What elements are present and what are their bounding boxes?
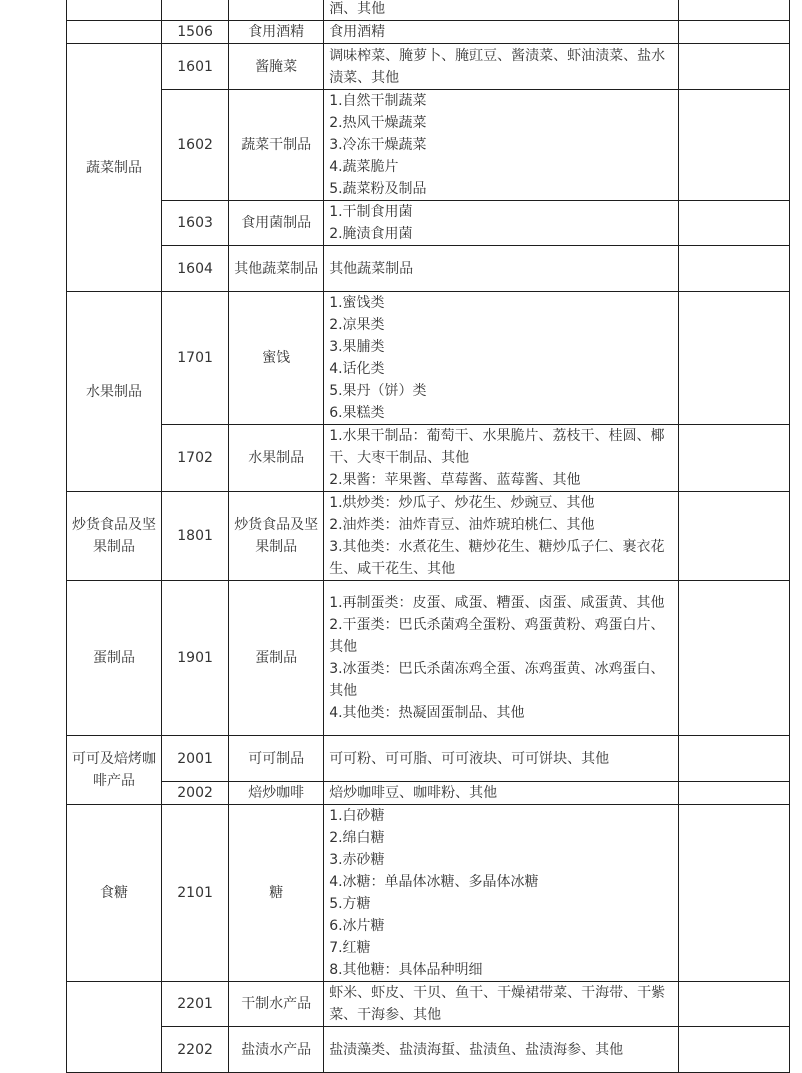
table-row [67,201,790,246]
remark-cell [678,1027,789,1073]
detail-line: 6.冰片糖 [329,918,385,934]
code-cell: 2201 [162,982,229,1027]
category-cell: 炒货食品及坚果制品 [67,492,162,581]
code-cell [162,0,229,21]
code-cell: 1603 [162,201,229,246]
table-row [67,44,790,90]
detail-cell [324,21,679,44]
detail-cell [324,1027,679,1073]
table-row [67,292,790,425]
detail-line: 2.凉果类 [329,317,385,333]
name-cell: 炒货食品及坚果制品 [229,492,324,581]
detail-line: 4.话化类 [329,361,385,377]
remark-cell [678,246,789,292]
remark-cell [678,0,789,21]
category-cell: 蛋制品 [67,581,162,736]
detail-line: 3.冰蛋类：巴氏杀菌冻鸡全蛋、冻鸡蛋黄、冰鸡蛋白、其他 [329,661,665,699]
detail-line: 4.其他类：热凝固蛋制品、其他 [329,705,525,721]
name-cell: 蛋制品 [229,581,324,736]
code-cell: 1702 [162,425,229,492]
name-cell: 可可制品 [229,736,324,782]
name-cell: 食用菌制品 [229,201,324,246]
code-cell: 2101 [162,805,229,982]
detail-line: 8.其他糖：具体品种明细 [329,962,483,978]
category-cell: 食糖 [67,805,162,982]
detail-line: 可可粉、可可脂、可可液块、可可饼块、其他 [329,750,610,767]
detail-line: 2.腌渍食用菌 [329,226,413,242]
detail-cell [324,201,679,246]
detail-cell [324,44,679,90]
code-cell: 1701 [162,292,229,425]
name-cell: 蜜饯 [229,292,324,425]
name-cell: 焙炒咖啡 [229,782,324,805]
detail-cell [324,90,679,201]
detail-line: 5.蔬菜粉及制品 [329,181,427,197]
remark-cell [678,292,789,425]
detail-line: 7.红糖 [329,940,371,956]
code-cell: 1901 [162,581,229,736]
table-row [67,425,790,492]
detail-line: 3.赤砂糖 [329,852,385,868]
table-row [67,805,790,982]
detail-line: 6.果糕类 [329,405,385,421]
detail-line: 5.方糖 [329,896,371,912]
code-cell: 1604 [162,246,229,292]
code-cell: 1601 [162,44,229,90]
detail-cell [324,581,679,736]
table-row [67,736,790,782]
detail-line: 1.白砂糖 [329,808,385,824]
detail-cell [324,0,679,21]
detail-line: 调味榨菜、腌萝卜、腌豇豆、酱渍菜、虾油渍菜、盐水渍菜、其他 [329,47,666,86]
detail-line: 盐渍藻类、盐渍海蜇、盐渍鱼、盐渍海参、其他 [329,1041,624,1058]
category-cell: 蔬菜制品 [67,44,162,292]
remark-cell [678,425,789,492]
detail-line: 3.冷冻干燥蔬菜 [329,137,427,153]
table-row [67,1027,790,1073]
detail-cell [324,805,679,982]
detail-cell [324,246,679,292]
detail-line: 2.油炸类：油炸青豆、油炸琥珀桃仁、其他 [329,517,595,533]
remark-cell [678,44,789,90]
name-cell: 其他蔬菜制品 [229,246,324,292]
detail-line: 1.干制食用菌 [329,204,413,220]
table-row [67,90,790,201]
remark-cell [678,21,789,44]
detail-line: 4.冰糖：单晶体冰糖、多晶体冰糖 [329,874,539,890]
name-cell: 水果制品 [229,425,324,492]
detail-line: 焙炒咖啡豆、咖啡粉、其他 [329,785,498,801]
detail-cell [324,782,679,805]
code-cell: 1602 [162,90,229,201]
detail-cell [324,736,679,782]
table-row [67,492,790,581]
detail-line: 1.蜜饯类 [329,295,385,311]
detail-line: 4.蔬菜脆片 [329,159,399,175]
detail-line: 1.水果干制品：葡萄干、水果脆片、荔枝干、桂圆、椰干、大枣干制品、其他 [329,428,665,466]
name-cell: 食用酒精 [229,21,324,44]
detail-line: 2.果酱：苹果酱、草莓酱、蓝莓酱、其他 [329,472,581,488]
remark-cell [678,201,789,246]
table-row [67,581,790,736]
detail-line: 2.干蛋类：巴氏杀菌鸡全蛋粉、鸡蛋黄粉、鸡蛋白片、其他 [329,617,665,655]
detail-line: 食用酒精 [329,24,386,40]
detail-cell [324,425,679,492]
code-cell: 1801 [162,492,229,581]
detail-cell [324,292,679,425]
detail-line: 1.自然干制蔬菜 [329,93,427,109]
remark-cell [678,492,789,581]
detail-line: 虾米、虾皮、干贝、鱼干、干燥裙带菜、干海带、干紫菜、干海参、其他 [329,985,666,1023]
detail-cell [324,492,679,581]
remark-cell [678,805,789,982]
name-cell: 蔬菜干制品 [229,90,324,201]
category-cell [67,982,162,1073]
category-cell [67,21,162,44]
table-row [67,246,790,292]
table-row [67,21,790,44]
table-row [67,782,790,805]
remark-cell [678,90,789,201]
food-category-table [66,0,790,1073]
remark-cell [678,982,789,1027]
remark-cell [678,782,789,805]
name-cell [229,0,324,21]
table-row [67,0,790,21]
code-cell: 2202 [162,1027,229,1073]
code-cell: 1506 [162,21,229,44]
remark-cell [678,736,789,782]
detail-line: 2.热风干燥蔬菜 [329,115,427,131]
remark-cell [678,581,789,736]
name-cell: 酱腌菜 [229,44,324,90]
name-cell: 糖 [229,805,324,982]
name-cell: 盐渍水产品 [229,1027,324,1073]
detail-line: 1.烘炒类：炒瓜子、炒花生、炒豌豆、其他 [329,495,595,511]
category-cell [67,0,162,21]
code-cell: 2001 [162,736,229,782]
detail-line: 2.绵白糖 [329,830,385,846]
detail-line: 酒、其他 [329,1,386,17]
detail-cell [324,982,679,1027]
category-cell: 可可及焙烤咖啡产品 [67,736,162,805]
detail-line: 3.其他类：水煮花生、糖炒花生、糖炒瓜子仁、裹衣花生、咸干花生、其他 [329,539,665,577]
name-cell: 干制水产品 [229,982,324,1027]
detail-line: 其他蔬菜制品 [329,260,414,277]
table-row [67,982,790,1027]
category-cell: 水果制品 [67,292,162,492]
detail-line: 1.再制蛋类：皮蛋、咸蛋、糟蛋、卤蛋、咸蛋黄、其他 [329,595,665,611]
code-cell: 2002 [162,782,229,805]
detail-line: 3.果脯类 [329,339,385,355]
detail-line: 5.果丹（饼）类 [329,383,427,399]
